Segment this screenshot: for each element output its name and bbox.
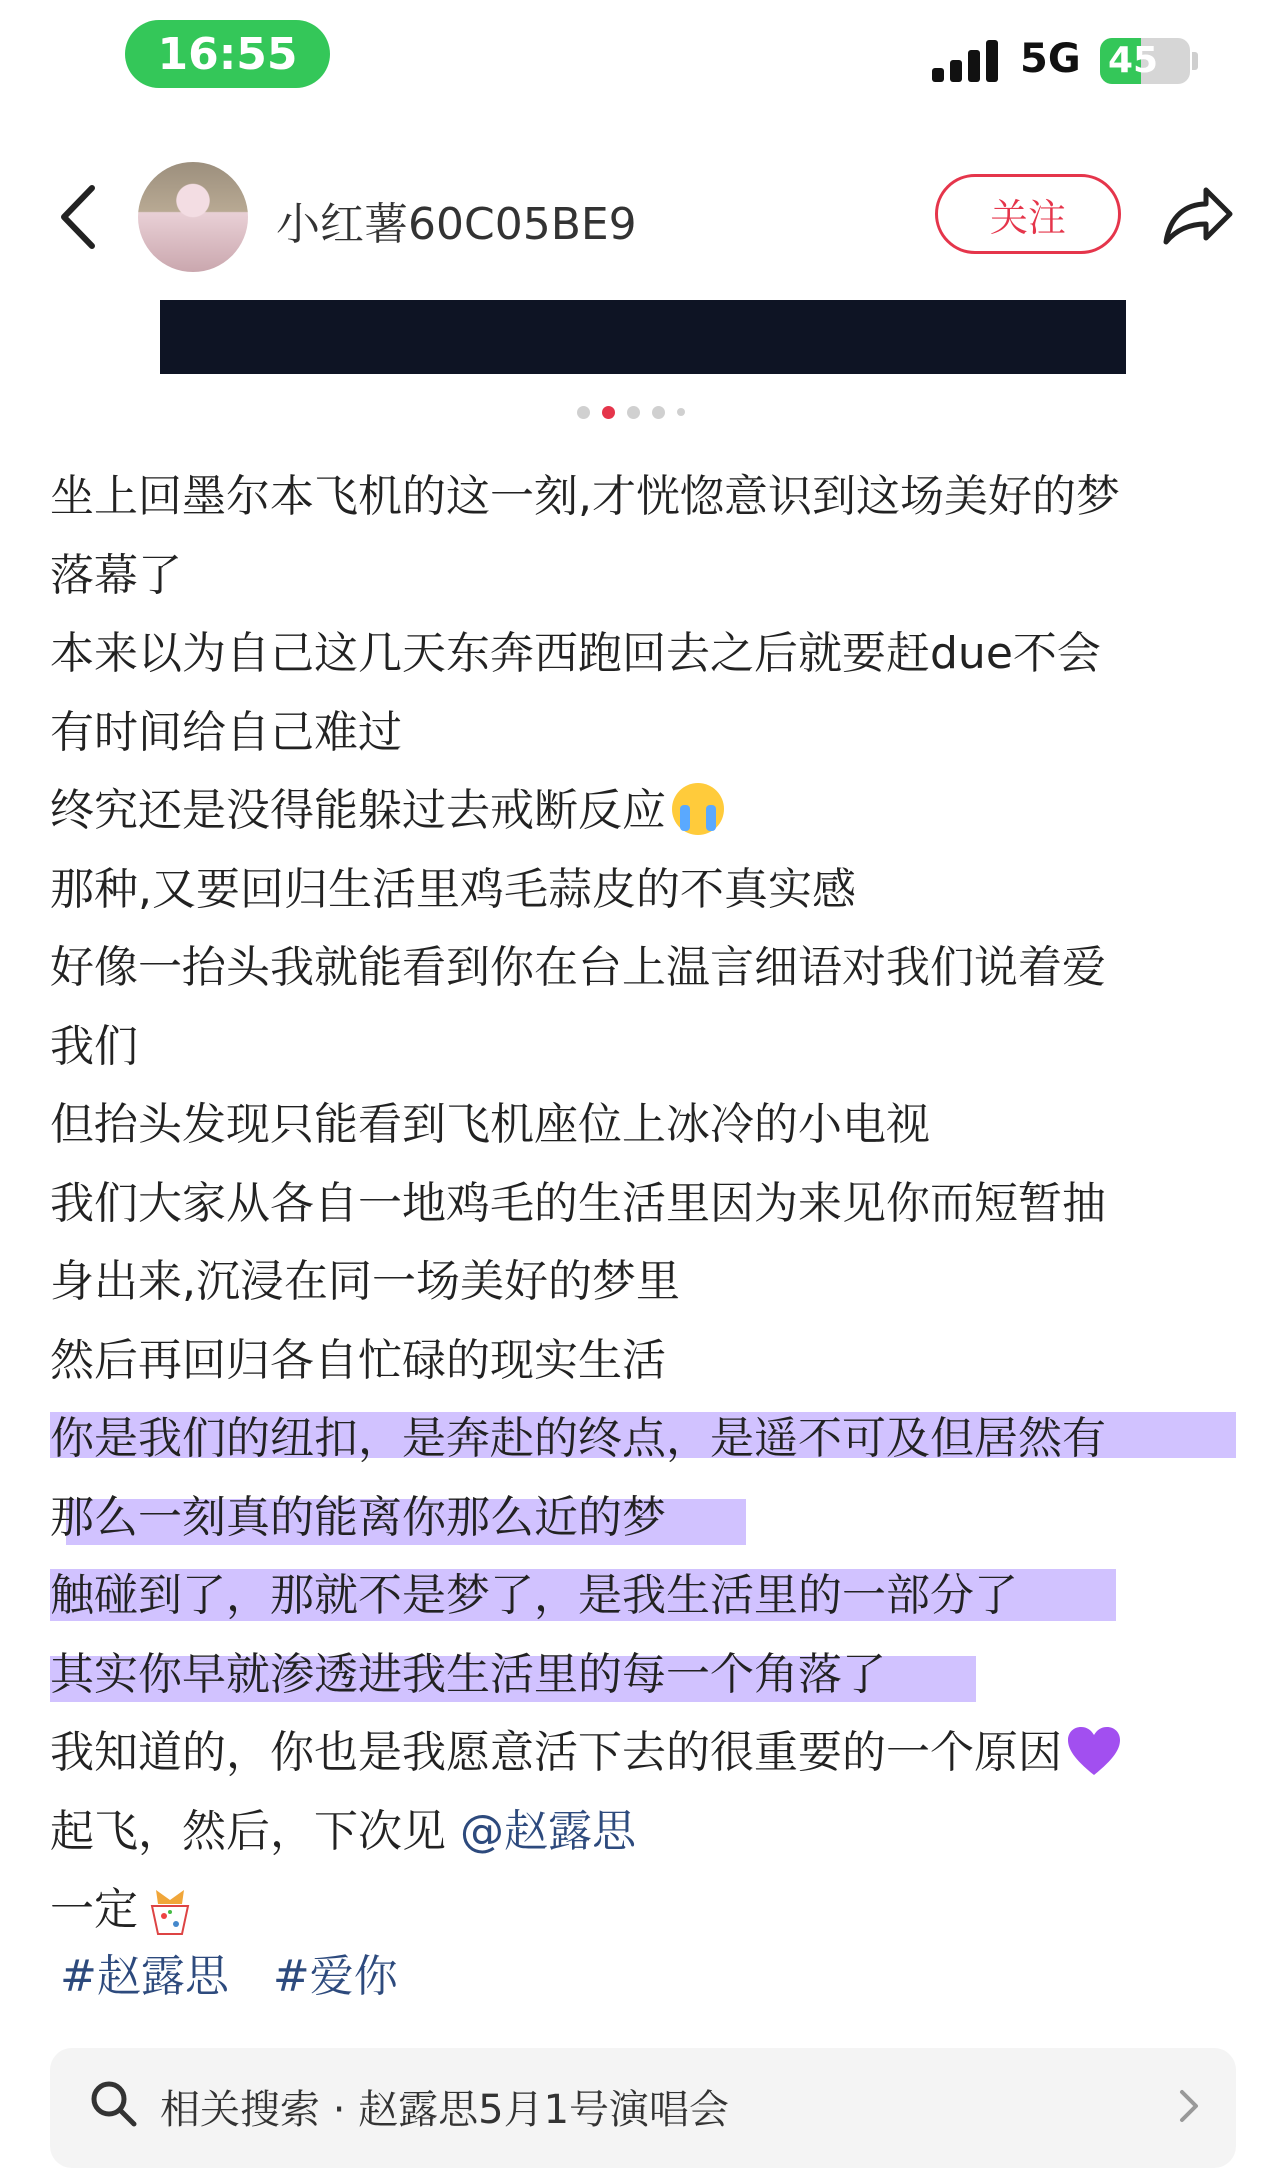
status-time: 16:55	[125, 20, 330, 88]
follow-button[interactable]: 关注	[935, 174, 1121, 254]
post-line: 但抬头发现只能看到飞机座位上冰冷的小电视	[50, 1099, 930, 1150]
back-icon[interactable]	[50, 182, 110, 252]
post-line: 起飞，然后，下次见 @赵露思	[50, 1805, 636, 1857]
post-line: 终究还是没得能躲过去戒断反应	[50, 772, 1240, 851]
carousel-dot	[627, 406, 640, 419]
battery-level: 45	[1108, 40, 1159, 81]
carousel-dot	[652, 406, 665, 419]
purple-heart-icon	[1066, 1725, 1122, 1777]
battery-cap	[1192, 52, 1198, 70]
party-popper-icon	[142, 1880, 198, 1936]
related-search-label: 相关搜索 · 赵露思5月1号演唱会	[160, 2087, 730, 2133]
post-line: 我们大家从各自一地鸡毛的生活里因为来见你而短暂抽	[50, 1177, 1106, 1229]
signal-icon	[932, 40, 1002, 82]
post-body	[50, 458, 1240, 1950]
related-search-bar[interactable]	[50, 2048, 1236, 2168]
search-icon	[88, 2078, 138, 2128]
post-line: 身出来,沉浸在同一场美好的梦里	[50, 1256, 680, 1307]
mention-link[interactable]: @赵露思	[460, 1805, 636, 1857]
post-line: 我们	[50, 1020, 138, 1072]
hashtag-link[interactable]: #赵露思	[60, 1951, 229, 2002]
carousel-dot	[677, 408, 685, 416]
carousel-indicator	[577, 405, 685, 419]
post-line-highlighted: 其实你早就渗透进我生活里的每一个角落了	[50, 1636, 1240, 1715]
author-name[interactable]: 小红薯60C05BE9	[276, 199, 637, 250]
post-line: 坐上回墨尔本飞机的这一刻,才恍惚意识到这场美好的梦	[50, 471, 1120, 522]
post-line: 有时间给自己难过	[50, 706, 402, 758]
carousel-dot	[577, 406, 590, 419]
crying-face-icon	[672, 783, 724, 835]
hashtag-link[interactable]: #爱你	[272, 1951, 398, 2002]
network-type: 5G	[1020, 36, 1081, 82]
status-bar	[0, 0, 1284, 110]
post-line: 然后再回归各自忙碌的现实生活	[50, 1334, 666, 1386]
carousel-dot-active	[602, 406, 615, 419]
post-line-highlighted: 那么一刻真的能离你那么近的梦	[50, 1479, 1240, 1558]
post-line: 本来以为自己这几天东奔西跑回去之后就要赶due不会	[50, 628, 1101, 679]
post-line: 一定	[50, 1871, 1240, 1950]
post-line: 好像一抬头我就能看到你在台上温言细语对我们说着爱	[50, 942, 1106, 993]
avatar[interactable]	[138, 162, 248, 272]
post-line: 落幕了	[50, 549, 182, 601]
post-line: 那种,又要回归生活里鸡毛蒜皮的不真实感	[50, 863, 856, 915]
share-icon[interactable]	[1160, 180, 1236, 250]
post-line-highlighted: 你是我们的纽扣，是奔赴的终点，是遥不可及但居然有	[50, 1400, 1240, 1479]
post-line-highlighted: 触碰到了，那就不是梦了，是我生活里的一部分了	[50, 1557, 1240, 1636]
post-image[interactable]	[160, 300, 1126, 374]
battery-icon	[1100, 38, 1190, 84]
hashtag-row	[60, 1940, 398, 2004]
chevron-right-icon	[1176, 2086, 1202, 2126]
post-line: 我知道的，你也是我愿意活下去的很重要的一个原因	[50, 1714, 1240, 1793]
